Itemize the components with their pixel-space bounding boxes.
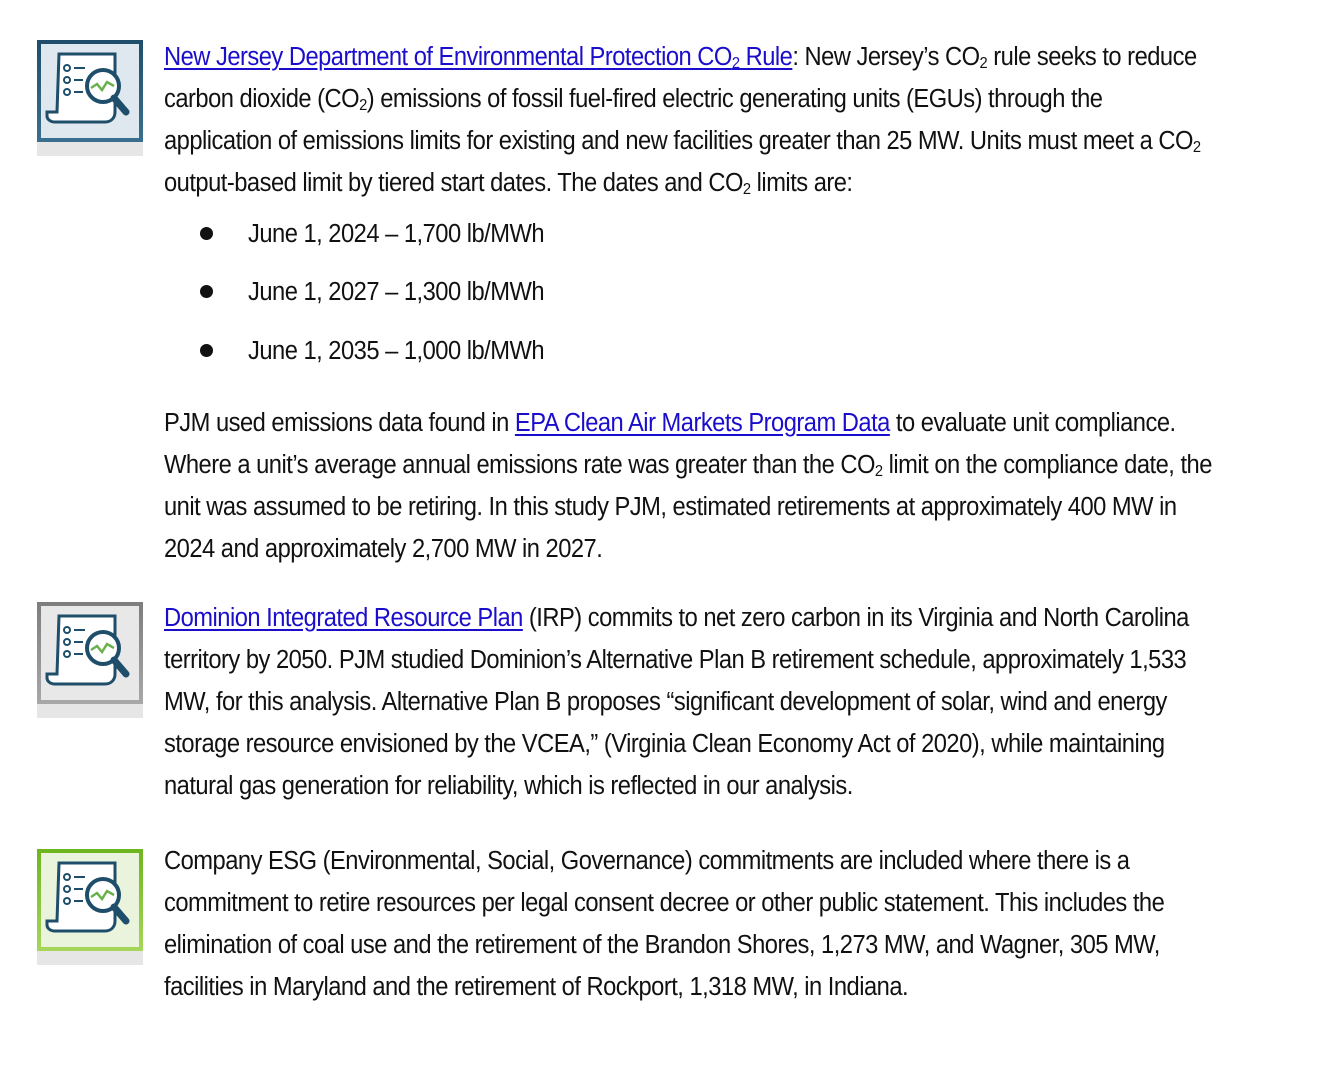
epa-clean-air-markets-link[interactable]: EPA Clean Air Markets Program Data xyxy=(514,409,890,437)
nj-co2-rule-paragraph: New Jersey Department of Environmental Protection $CO_2$ Rule: New Jersey’s $CO_2$ rule seeks to reduce carbon dioxide $(CO_2)$ emissions of fossil fuel-fired electric generating units (EGUs) through the application of emissions limits for existing and new facilities greater than 25 MW. Units must meet a $CO_2$ output-based limit by tiered start dates. The dates and $CO_2$ limits are: xyxy=(164,43,1201,198)
nj-co2-rule-link[interactable]: New Jersey Department of Environmental Protection $CO_2$ Rule xyxy=(164,43,793,72)
dominion-irp-paragraph: Dominion Integrated Resource Plan (IRP) commits to net zero carbon in its Virginia and North Carolina territory by 2050. PJM studied Dominion’s Alternative Plan B retirement schedule, approximately 1,533 MW, for this analysis. Alternative Plan B proposes “significant development of solar, wind and energy storage resource envisioned by the VCEA,” (Virginia Clean Economy Act of 2020), while maintaining natural gas generation for reliability, which is reflected in our analysis. xyxy=(164,604,1189,800)
list-item: June 1, 2027 – 1,300 lb/MWh xyxy=(200,271,900,313)
report-magnifier-icon xyxy=(37,602,143,718)
list-item: June 1, 2035 – 1,000 lb/MWh xyxy=(200,330,900,372)
bullet-icon xyxy=(200,227,213,240)
report-magnifier-icon xyxy=(37,40,143,156)
list-item: June 1, 2024 – 1,700 lb/MWh xyxy=(200,213,900,255)
bullet-icon xyxy=(200,344,213,357)
company-esg-paragraph: Company ESG (Environmental, Social, Governance) commitments are included where there is a commitment to retire resources per legal consent decree or other public statement. This includes the elimination of coal use and the retirement of the Brandon Shores, 1,273 MW, and Wagner, 305 MW, facilities in Maryland and the retirement of Rockport, 1,318 MW, in Indiana. xyxy=(164,847,1165,1001)
pjm-compliance-paragraph: PJM used emissions data found in EPA Clean Air Markets Program Data to evaluate unit compliance. Where a unit’s average annual emissions rate was greater than the $CO_2$ limit on the compliance date, the unit was assumed to be retiring. In this study PJM, estimated retirements at approximately 400 MW in 2024 and approximately 2,700 MW in 2027. xyxy=(164,409,1212,563)
dominion-irp-link[interactable]: Dominion Integrated Resource Plan xyxy=(164,604,523,632)
report-magnifier-icon xyxy=(37,849,143,965)
bullet-icon xyxy=(200,285,213,298)
